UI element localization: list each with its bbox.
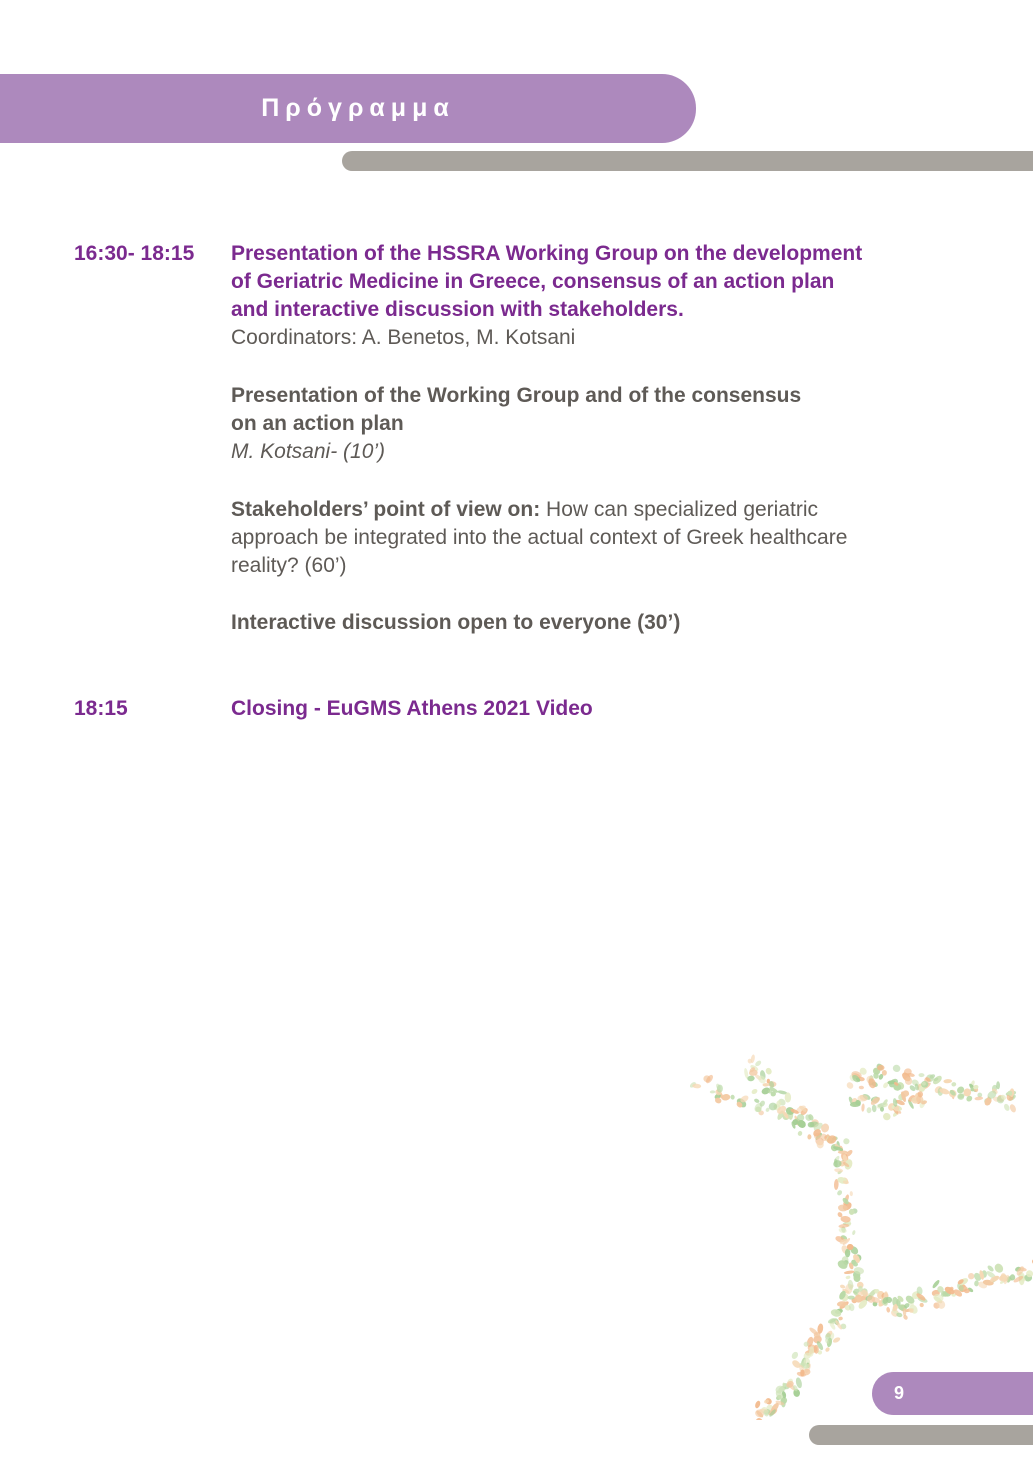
agenda-item-text-line: reality? (60’) [231,554,347,577]
session-time: 18:15 [74,697,128,720]
leaf-shape [755,1417,763,1420]
leaf-shape [872,1104,877,1112]
leaf-shape [730,1095,735,1100]
leaf-shape [765,1067,773,1076]
leaf-shape [943,1079,952,1084]
session-title-line: and interactive discussion with stakeholders. [231,298,684,321]
leaf-shape [951,1082,956,1087]
agenda-item-text-line: approach be integrated into the actual context of Greek healthcare [231,526,848,549]
leaf-shape [892,1063,902,1073]
leaf-shape [790,1351,799,1361]
agenda-item-speaker: M. Kotsani- (10’) [231,440,386,463]
leaf-shape [838,1316,843,1321]
leaf-shape [834,1168,843,1173]
leaf-shape [838,1227,847,1234]
leaf-shape [882,1112,892,1122]
leaf-shape [807,1134,811,1139]
page-number-band [872,1372,1033,1415]
leaf-shape [859,1086,864,1090]
leaf-shape [974,1096,983,1100]
leaf-shape [886,1307,891,1313]
agenda-item-title: Interactive discussion open to everyone (30’) [231,611,681,634]
agenda-item-text-line: How can specialized geriatric [540,498,819,521]
leaf-shape [825,1347,831,1353]
leaf-shape [1009,1103,1017,1113]
session-title-line: of Geriatric Medicine in Greece, consensus of an action plan [231,270,835,293]
session-time: 16:30- 18:15 [74,242,195,265]
agenda-item-lead: Stakeholders’ point of view on: [231,498,541,521]
leaf-shape [754,1400,761,1409]
session-block [231,240,931,352]
leaf-shape [849,1191,853,1196]
session-title: Closing - EuGMS Athens 2021 Video [231,697,593,720]
leaf-shape [845,1275,850,1279]
leaf-shape [797,1130,803,1136]
agenda-item [231,382,931,466]
leaf-shape [845,1081,854,1090]
agenda-item [231,609,931,637]
leaf-shape [993,1262,1005,1274]
leaf-shape [838,1151,848,1154]
leaf-shape [839,1284,845,1289]
session-block [231,695,931,723]
agenda-item-text [231,496,931,524]
leaf-shape [751,1088,759,1095]
header-band [0,74,696,143]
leaf-shape [710,1090,716,1093]
agenda-item [231,496,931,580]
leaf-shape [919,1302,925,1308]
leaf-shape [1003,1103,1011,1112]
leaf-shape [753,1098,760,1104]
page-number: 9 [894,1383,905,1403]
agenda-item-title [231,382,931,438]
leaf-shape [861,1103,865,1111]
leaf-shape [747,1075,755,1081]
leaf-shape [785,1092,791,1102]
leaf-shape [852,1230,856,1236]
session-coordinators: Coordinators: A. Benetos, M. Kotsani [231,326,576,349]
agenda-item-title-line: Presentation of the Working Group and of the consensus [231,384,802,407]
leaf-figure-illustration [690,1040,1033,1420]
session-title [231,240,931,324]
leaf-shape [866,1107,871,1113]
session-title-line: Presentation of the HSSRA Working Group on the development [231,242,863,265]
page-title: Πρόγραμμα [261,94,455,122]
header-divider-bar [342,151,1033,171]
leaf-shape [836,1189,843,1196]
agenda-item-title-line: on an action plan [231,412,404,435]
leaf-shape [843,1138,850,1145]
leaf-shape [832,1159,842,1168]
leaf-shape [918,1073,924,1077]
footer-divider-bar [809,1425,1033,1445]
